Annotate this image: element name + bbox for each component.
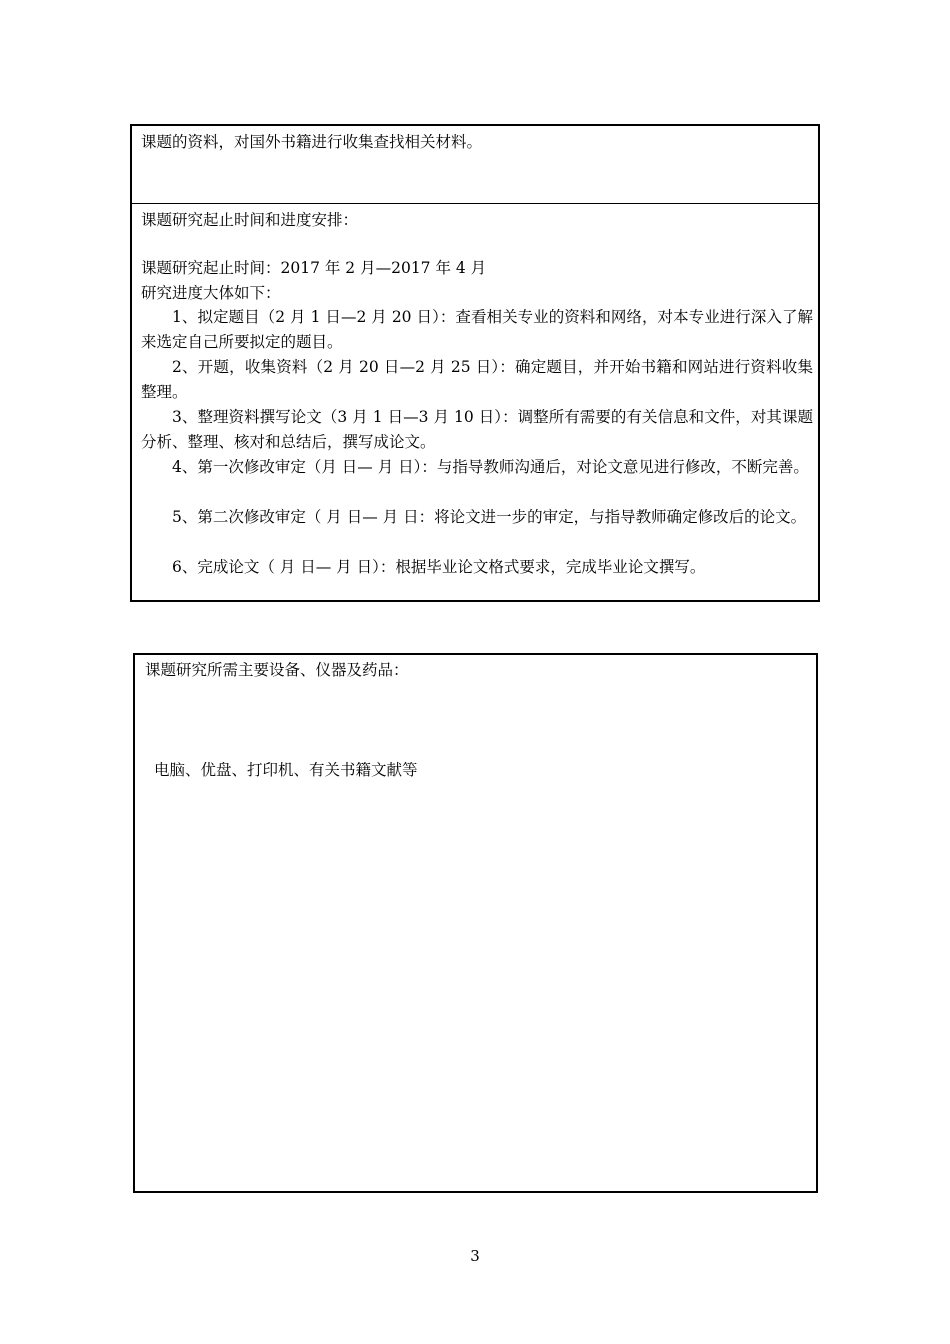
progress-step-3: 3、整理资料撰写论文（3 月 1 日—3 月 10 日）：调整所有需要的有关信息和文件，对其课题分析、整理、核对和总结后，撰写成论文。 — [141, 408, 813, 451]
progress-step-4: 4、第一次修改审定（月 日— 月 日）：与指导教师沟通后，对论文意见进行修改，不断完善。 — [172, 458, 809, 476]
schedule-table — [130, 124, 820, 602]
previous-content-text: 课题的资料，对国外书籍进行收集查找相关材料。 — [141, 133, 483, 151]
previous-content-cell — [132, 126, 818, 204]
equipment-table — [133, 653, 818, 1193]
progress-step-5: 5、第二次修改审定（ 月 日— 月 日：将论文进一步的审定，与指导教师确定修改后的论文。 — [172, 508, 807, 526]
equipment-heading: 课题研究所需主要设备、仪器及药品： — [145, 661, 409, 679]
schedule-heading: 课题研究起止时间和进度安排： — [141, 211, 359, 229]
progress-step-6: 6、完成论文（ 月 日— 月 日）：根据毕业论文格式要求，完成毕业论文撰写。 — [172, 558, 706, 576]
progress-intro: 研究进度大体如下： — [141, 284, 281, 302]
progress-step-1: 1、拟定题目（2 月 1 日—2 月 20 日）：查看相关专业的资料和网络，对本专业进行深入了解来选定自己所要拟定的题目。 — [141, 308, 813, 351]
progress-step-2: 2、开题，收集资料（2 月 20 日—2 月 25 日）：确定题目，并开始书籍和网站进行资料收集整理。 — [141, 358, 813, 401]
research-period: 课题研究起止时间：2017 年 2 月—2017 年 4 月 — [141, 259, 487, 277]
page-number: 3 — [470, 1247, 480, 1265]
equipment-list: 电脑、优盘、打印机、有关书籍文献等 — [154, 761, 418, 779]
